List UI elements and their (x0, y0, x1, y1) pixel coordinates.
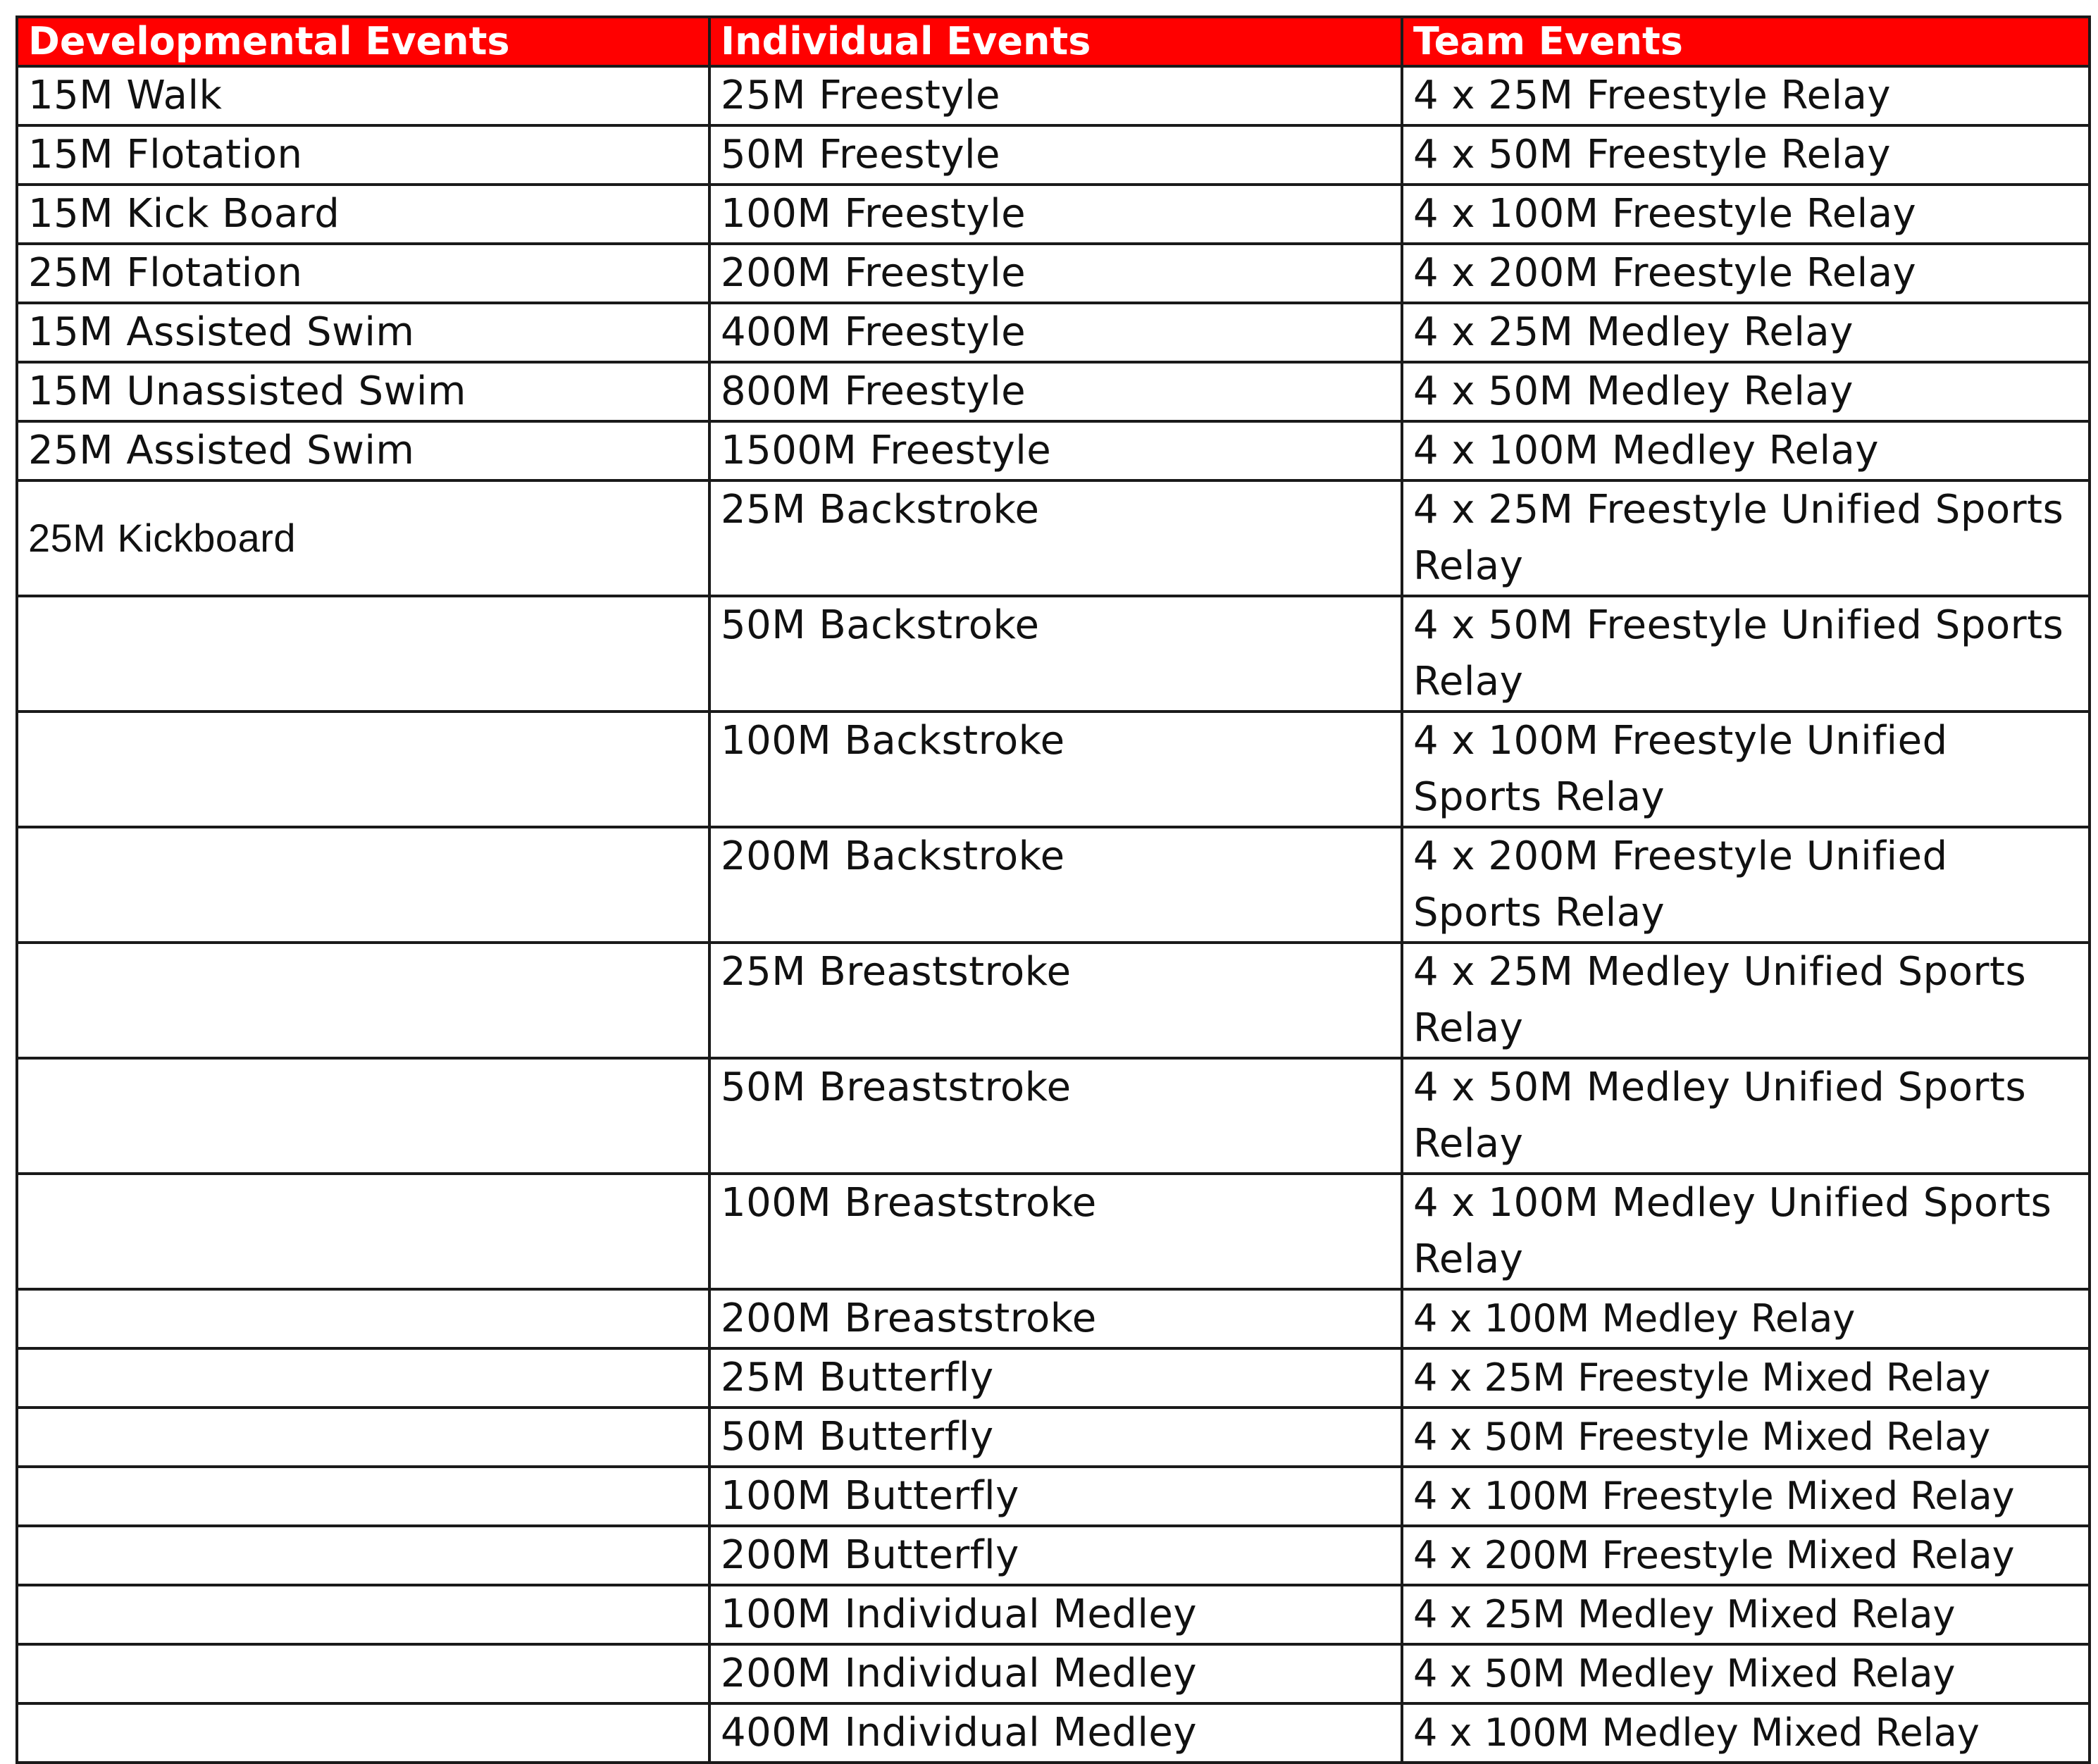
table-row (17, 1348, 2090, 1408)
developmental-event-cell (17, 1644, 709, 1703)
table-row (17, 1174, 2090, 1289)
individual-event-cell: 50M Breaststroke (709, 1058, 1402, 1174)
table-row (17, 1526, 2090, 1585)
developmental-event-cell: 25M Flotation (17, 244, 709, 303)
team-event-cell: 4 x 100M Medley Relay (1402, 421, 2090, 480)
table-row (17, 1644, 2090, 1703)
header-individual-events: Individual Events (709, 17, 1402, 66)
developmental-event-cell: 25M Kickboard (17, 480, 709, 596)
developmental-event-cell (17, 1526, 709, 1585)
table-row (17, 943, 2090, 1058)
table-row (17, 185, 2090, 244)
team-event-cell: 4 x 200M Freestyle Unified Sports Relay (1402, 827, 2090, 943)
individual-event-cell: 25M Breaststroke (709, 943, 1402, 1058)
header-developmental-events: Developmental Events (17, 17, 709, 66)
team-event-cell: 4 x 25M Medley Relay (1402, 303, 2090, 362)
table-row (17, 244, 2090, 303)
team-event-cell: 4 x 100M Freestyle Unified Sports Relay (1402, 712, 2090, 827)
developmental-event-cell (17, 712, 709, 827)
individual-event-cell: 200M Freestyle (709, 244, 1402, 303)
individual-event-cell: 100M Freestyle (709, 185, 1402, 244)
team-event-cell: 4 x 25M Medley Unified Sports Relay (1402, 943, 2090, 1058)
developmental-event-cell (17, 596, 709, 712)
table-row (17, 362, 2090, 421)
developmental-event-cell (17, 1467, 709, 1526)
individual-event-cell: 200M Backstroke (709, 827, 1402, 943)
team-event-cell: 4 x 50M Freestyle Relay (1402, 125, 2090, 185)
individual-event-cell: 100M Individual Medley (709, 1585, 1402, 1644)
table-header (17, 17, 2090, 66)
developmental-event-cell (17, 1174, 709, 1289)
developmental-event-cell: 25M Assisted Swim (17, 421, 709, 480)
table-row (17, 827, 2090, 943)
table-row (17, 1703, 2090, 1763)
individual-event-cell: 50M Backstroke (709, 596, 1402, 712)
table-row (17, 421, 2090, 480)
team-event-cell: 4 x 100M Medley Relay (1402, 1289, 2090, 1348)
header-row (17, 17, 2090, 66)
team-event-cell: 4 x 100M Medley Mixed Relay (1402, 1703, 2090, 1763)
individual-event-cell: 200M Breaststroke (709, 1289, 1402, 1348)
developmental-event-cell: 15M Kick Board (17, 185, 709, 244)
table-row (17, 480, 2090, 596)
developmental-event-cell: 15M Assisted Swim (17, 303, 709, 362)
table-row (17, 66, 2090, 125)
team-event-cell: 4 x 50M Medley Relay (1402, 362, 2090, 421)
individual-event-cell: 100M Butterfly (709, 1467, 1402, 1526)
table-row (17, 1585, 2090, 1644)
developmental-event-cell (17, 943, 709, 1058)
team-event-cell: 4 x 50M Medley Unified Sports Relay (1402, 1058, 2090, 1174)
individual-event-cell: 50M Butterfly (709, 1408, 1402, 1467)
developmental-event-cell (17, 1289, 709, 1348)
individual-event-cell: 400M Freestyle (709, 303, 1402, 362)
team-event-cell: 4 x 100M Freestyle Relay (1402, 185, 2090, 244)
individual-event-cell: 100M Breaststroke (709, 1174, 1402, 1289)
table-row (17, 1467, 2090, 1526)
developmental-event-cell (17, 1703, 709, 1763)
developmental-event-cell: 15M Unassisted Swim (17, 362, 709, 421)
team-event-cell: 4 x 100M Medley Unified Sports Relay (1402, 1174, 2090, 1289)
team-event-cell: 4 x 25M Freestyle Unified Sports Relay (1402, 480, 2090, 596)
individual-event-cell: 1500M Freestyle (709, 421, 1402, 480)
developmental-event-cell (17, 827, 709, 943)
header-team-events: Team Events (1402, 17, 2090, 66)
developmental-event-cell (17, 1348, 709, 1408)
table-row (17, 303, 2090, 362)
table-row (17, 125, 2090, 185)
individual-event-cell: 25M Freestyle (709, 66, 1402, 125)
individual-event-cell: 200M Butterfly (709, 1526, 1402, 1585)
team-event-cell: 4 x 25M Freestyle Relay (1402, 66, 2090, 125)
individual-event-cell: 50M Freestyle (709, 125, 1402, 185)
individual-event-cell: 400M Individual Medley (709, 1703, 1402, 1763)
table-row (17, 1408, 2090, 1467)
table-row (17, 1058, 2090, 1174)
individual-event-cell: 800M Freestyle (709, 362, 1402, 421)
developmental-event-cell (17, 1058, 709, 1174)
developmental-event-cell (17, 1408, 709, 1467)
table-body (17, 66, 2090, 1763)
developmental-event-cell (17, 1585, 709, 1644)
developmental-event-cell: 15M Flotation (17, 125, 709, 185)
developmental-event-cell: 15M Walk (17, 66, 709, 125)
team-event-cell: 4 x 50M Freestyle Unified Sports Relay (1402, 596, 2090, 712)
team-event-cell: 4 x 25M Freestyle Mixed Relay (1402, 1348, 2090, 1408)
table-row (17, 712, 2090, 827)
team-event-cell: 4 x 25M Medley Mixed Relay (1402, 1585, 2090, 1644)
team-event-cell: 4 x 200M Freestyle Mixed Relay (1402, 1526, 2090, 1585)
table-row (17, 596, 2090, 712)
individual-event-cell: 200M Individual Medley (709, 1644, 1402, 1703)
team-event-cell: 4 x 100M Freestyle Mixed Relay (1402, 1467, 2090, 1526)
team-event-cell: 4 x 50M Freestyle Mixed Relay (1402, 1408, 2090, 1467)
events-table (15, 15, 2091, 1764)
team-event-cell: 4 x 200M Freestyle Relay (1402, 244, 2090, 303)
table-row (17, 1289, 2090, 1348)
individual-event-cell: 25M Backstroke (709, 480, 1402, 596)
individual-event-cell: 25M Butterfly (709, 1348, 1402, 1408)
team-event-cell: 4 x 50M Medley Mixed Relay (1402, 1644, 2090, 1703)
individual-event-cell: 100M Backstroke (709, 712, 1402, 827)
